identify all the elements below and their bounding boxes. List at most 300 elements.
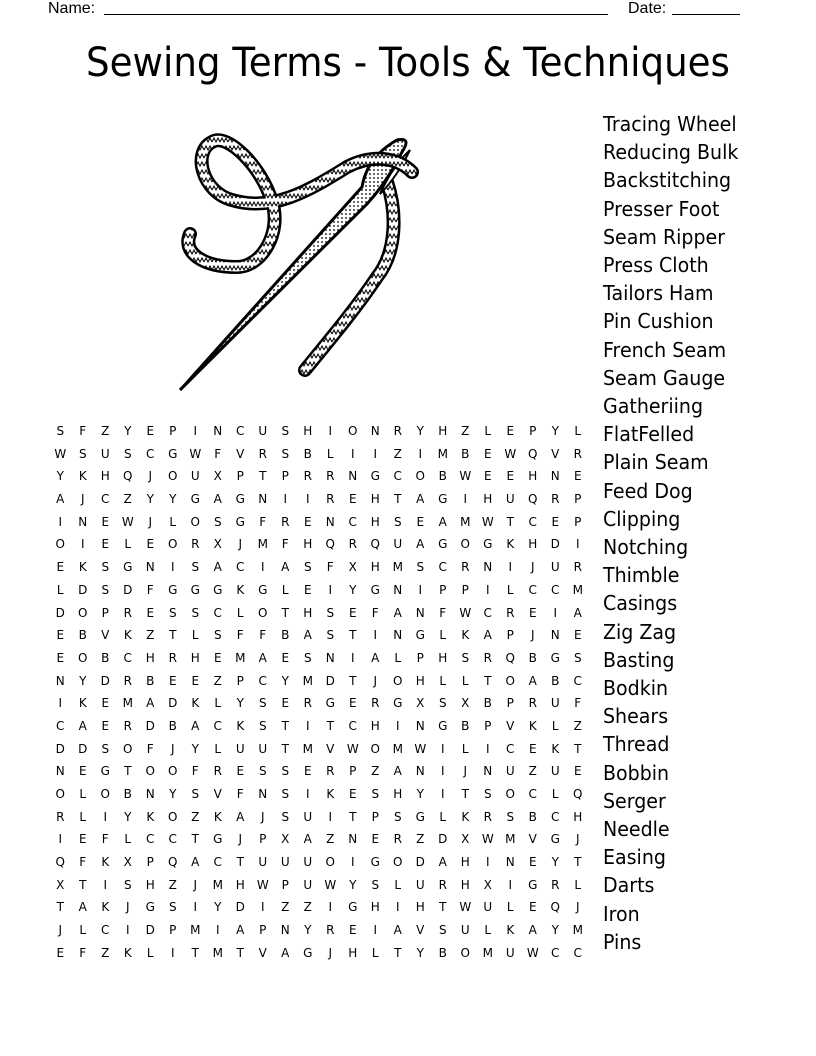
grid-letter[interactable]: I (193, 900, 198, 915)
grid-letter[interactable]: G (438, 537, 448, 552)
grid-letter[interactable]: I (440, 741, 445, 756)
grid-letter[interactable]: C (393, 469, 402, 484)
grid-letter[interactable]: E (78, 832, 87, 847)
grid-letter[interactable]: A (258, 650, 267, 665)
grid-letter[interactable]: C (573, 945, 582, 960)
grid-letter[interactable]: V (416, 923, 425, 938)
grid-letter[interactable]: I (328, 809, 333, 824)
grid-letter[interactable]: J (530, 560, 535, 575)
grid-letter[interactable]: U (258, 424, 268, 438)
grid-letter[interactable]: L (214, 696, 222, 711)
grid-letter[interactable]: K (101, 855, 110, 870)
grid-letter[interactable]: M (437, 446, 448, 461)
grid-letter[interactable]: P (574, 514, 582, 529)
grid-letter[interactable]: D (145, 923, 155, 938)
grid-letter[interactable]: S (281, 764, 290, 779)
grid-letter[interactable]: C (528, 514, 537, 529)
grid-letter[interactable]: O (55, 787, 65, 801)
grid-letter[interactable]: T (169, 628, 177, 643)
grid-letter[interactable]: D (100, 673, 110, 688)
grid-letter[interactable]: A (573, 605, 582, 620)
grid-letter[interactable]: M (302, 741, 313, 756)
grid-letter[interactable]: O (55, 537, 65, 552)
grid-letter[interactable]: Z (281, 900, 290, 915)
grid-letter[interactable]: M (212, 877, 223, 892)
grid-letter[interactable]: S (573, 650, 582, 665)
grid-letter[interactable]: H (370, 900, 380, 915)
grid-letter[interactable]: R (348, 537, 357, 552)
grid-letter[interactable]: S (191, 787, 200, 801)
grid-letter[interactable]: N (258, 492, 268, 507)
grid-letter[interactable]: C (236, 424, 245, 438)
grid-letter[interactable]: E (236, 764, 245, 779)
grid-letter[interactable]: L (56, 582, 64, 597)
grid-letter[interactable]: C (213, 718, 222, 733)
grid-letter[interactable]: A (438, 855, 447, 870)
grid-letter[interactable]: K (551, 741, 560, 756)
grid-letter[interactable]: N (55, 764, 65, 779)
grid-letter[interactable]: R (393, 832, 402, 847)
grid-letter[interactable]: F (146, 582, 154, 597)
grid-letter[interactable]: S (191, 605, 200, 620)
grid-letter[interactable]: L (236, 605, 244, 620)
grid-letter[interactable]: S (303, 650, 312, 665)
grid-letter[interactable]: X (461, 696, 470, 711)
grid-letter[interactable]: S (213, 514, 222, 529)
grid-letter[interactable]: O (168, 537, 178, 552)
grid-letter[interactable]: G (213, 582, 223, 597)
grid-letter[interactable]: S (101, 560, 110, 575)
grid-letter[interactable]: K (101, 900, 110, 915)
grid-letter[interactable]: J (125, 900, 130, 915)
grid-letter[interactable]: E (528, 855, 537, 870)
grid-letter[interactable]: L (484, 923, 492, 938)
grid-letter[interactable]: H (438, 650, 448, 665)
grid-letter[interactable]: Z (371, 764, 380, 779)
grid-letter[interactable]: M (505, 832, 516, 847)
grid-letter[interactable]: O (78, 650, 88, 665)
grid-letter[interactable]: M (392, 741, 403, 756)
grid-letter[interactable]: P (506, 628, 514, 643)
grid-letter[interactable]: M (302, 673, 313, 688)
grid-letter[interactable]: I (170, 945, 175, 960)
grid-letter[interactable]: K (78, 560, 87, 575)
grid-letter[interactable]: S (168, 900, 177, 915)
grid-letter[interactable]: X (123, 855, 132, 870)
grid-letter[interactable]: Y (56, 469, 64, 484)
grid-letter[interactable]: E (348, 787, 357, 801)
grid-letter[interactable]: K (506, 537, 515, 552)
grid-letter[interactable]: Q (505, 650, 515, 665)
grid-letter[interactable]: P (281, 877, 289, 892)
grid-letter[interactable]: E (191, 673, 200, 688)
grid-letter[interactable]: N (393, 628, 403, 643)
grid-letter[interactable]: E (303, 514, 312, 529)
grid-letter[interactable]: F (214, 446, 222, 461)
grid-letter[interactable]: I (58, 514, 63, 529)
grid-letter[interactable]: S (281, 446, 290, 461)
grid-letter[interactable]: Q (573, 787, 583, 801)
grid-letter[interactable]: I (440, 787, 445, 801)
grid-letter[interactable]: B (483, 696, 492, 711)
grid-letter[interactable]: C (506, 741, 515, 756)
grid-letter[interactable]: E (573, 628, 582, 643)
grid-letter[interactable]: I (305, 718, 310, 733)
grid-letter[interactable]: A (191, 855, 200, 870)
grid-letter[interactable]: X (56, 877, 65, 892)
grid-letter[interactable]: X (281, 832, 290, 847)
grid-letter[interactable]: R (506, 605, 515, 620)
grid-letter[interactable]: E (303, 764, 312, 779)
grid-letter[interactable]: G (528, 877, 538, 892)
grid-letter[interactable]: U (483, 900, 493, 915)
grid-letter[interactable]: H (100, 469, 110, 484)
grid-letter[interactable]: R (56, 809, 65, 824)
grid-letter[interactable]: P (146, 855, 154, 870)
grid-letter[interactable]: X (483, 877, 492, 892)
grid-letter[interactable]: T (461, 787, 469, 801)
grid-letter[interactable]: O (505, 787, 515, 801)
grid-letter[interactable]: A (213, 492, 222, 507)
grid-letter[interactable]: H (415, 900, 425, 915)
grid-letter[interactable]: E (528, 900, 537, 915)
grid-letter[interactable]: Z (416, 832, 425, 847)
grid-letter[interactable]: L (214, 741, 222, 756)
grid-letter[interactable]: H (460, 877, 470, 892)
grid-letter[interactable]: X (213, 537, 222, 552)
grid-letter[interactable]: R (461, 560, 470, 575)
grid-letter[interactable]: A (236, 809, 245, 824)
grid-letter[interactable]: E (281, 650, 290, 665)
grid-letter[interactable]: C (236, 560, 245, 575)
grid-letter[interactable]: Y (551, 855, 559, 870)
grid-letter[interactable]: I (305, 787, 310, 801)
grid-letter[interactable]: E (348, 696, 357, 711)
grid-letter[interactable]: L (461, 673, 469, 688)
grid-letter[interactable]: B (438, 469, 447, 484)
grid-letter[interactable]: H (528, 537, 538, 552)
grid-letter[interactable]: I (328, 900, 333, 915)
grid-letter[interactable]: L (574, 877, 582, 892)
grid-letter[interactable]: A (236, 923, 245, 938)
grid-letter[interactable]: O (393, 673, 403, 688)
grid-letter[interactable]: R (258, 446, 267, 461)
grid-letter[interactable]: A (146, 696, 155, 711)
grid-letter[interactable]: T (79, 877, 87, 892)
name-field[interactable] (104, 14, 608, 15)
grid-letter[interactable]: H (528, 469, 538, 484)
grid-letter[interactable]: X (213, 469, 222, 484)
grid-letter[interactable]: A (393, 764, 402, 779)
grid-letter[interactable]: Y (214, 900, 222, 915)
grid-letter[interactable]: L (506, 582, 514, 597)
grid-letter[interactable]: L (326, 446, 334, 461)
grid-letter[interactable]: F (236, 787, 244, 801)
grid-letter[interactable]: F (146, 741, 154, 756)
grid-letter[interactable]: L (484, 424, 492, 438)
grid-letter[interactable]: T (236, 855, 244, 870)
grid-letter[interactable]: S (258, 718, 267, 733)
grid-letter[interactable]: L (551, 787, 559, 801)
grid-letter[interactable]: I (373, 628, 378, 643)
grid-letter[interactable]: G (483, 537, 493, 552)
grid-letter[interactable]: T (281, 605, 289, 620)
grid-letter[interactable]: T (349, 673, 357, 688)
grid-letter[interactable]: W (324, 877, 337, 892)
grid-letter[interactable]: V (326, 741, 335, 756)
grid-letter[interactable]: T (281, 741, 289, 756)
grid-letter[interactable]: B (528, 650, 537, 665)
grid-letter[interactable]: R (483, 809, 492, 824)
grid-letter[interactable]: G (100, 764, 110, 779)
grid-letter[interactable]: L (394, 877, 402, 892)
grid-letter[interactable]: V (101, 628, 110, 643)
grid-letter[interactable]: G (145, 900, 155, 915)
grid-letter[interactable]: F (439, 605, 447, 620)
grid-letter[interactable]: J (238, 832, 243, 847)
grid-letter[interactable]: K (461, 809, 470, 824)
grid-letter[interactable]: C (551, 582, 560, 597)
grid-letter[interactable]: R (123, 718, 132, 733)
grid-letter[interactable]: P (101, 605, 109, 620)
grid-letter[interactable]: O (168, 469, 178, 484)
grid-letter[interactable]: R (528, 696, 537, 711)
grid-letter[interactable]: S (56, 424, 65, 438)
grid-letter[interactable]: S (393, 514, 402, 529)
grid-letter[interactable]: E (528, 605, 537, 620)
grid-letter[interactable]: S (123, 446, 132, 461)
grid-letter[interactable]: L (371, 945, 379, 960)
grid-letter[interactable]: U (393, 537, 403, 552)
grid-letter[interactable]: O (78, 605, 88, 620)
grid-letter[interactable]: U (460, 923, 470, 938)
grid-letter[interactable]: I (508, 877, 513, 892)
grid-letter[interactable]: L (124, 832, 132, 847)
grid-letter[interactable]: L (574, 424, 582, 438)
grid-letter[interactable]: T (394, 492, 402, 507)
grid-letter[interactable]: W (121, 514, 134, 529)
grid-letter[interactable]: A (371, 650, 380, 665)
grid-letter[interactable]: P (416, 650, 424, 665)
grid-letter[interactable]: W (481, 514, 494, 529)
grid-letter[interactable]: A (191, 718, 200, 733)
grid-letter[interactable]: T (574, 741, 582, 756)
grid-letter[interactable]: I (80, 537, 85, 552)
grid-letter[interactable]: H (235, 877, 245, 892)
grid-letter[interactable]: A (416, 537, 425, 552)
grid-letter[interactable]: B (551, 673, 560, 688)
grid-letter[interactable]: R (393, 424, 402, 438)
grid-letter[interactable]: J (148, 469, 153, 484)
grid-letter[interactable]: Z (101, 424, 110, 438)
grid-letter[interactable]: G (370, 582, 380, 597)
grid-letter[interactable]: E (303, 582, 312, 597)
grid-letter[interactable]: K (461, 628, 470, 643)
grid-letter[interactable]: C (56, 718, 65, 733)
grid-letter[interactable]: O (393, 855, 403, 870)
grid-letter[interactable]: W (459, 900, 472, 915)
grid-letter[interactable]: G (550, 650, 560, 665)
grid-letter[interactable]: S (483, 787, 492, 801)
grid-letter[interactable]: R (191, 537, 200, 552)
grid-letter[interactable]: V (213, 787, 222, 801)
grid-letter[interactable]: L (169, 514, 177, 529)
grid-letter[interactable]: K (213, 809, 222, 824)
grid-letter[interactable]: N (145, 560, 155, 575)
grid-letter[interactable]: D (235, 900, 245, 915)
grid-letter[interactable]: O (190, 514, 200, 529)
grid-letter[interactable]: I (440, 764, 445, 779)
grid-letter[interactable]: X (348, 560, 357, 575)
grid-letter[interactable]: V (258, 945, 267, 960)
grid-letter[interactable]: S (326, 628, 335, 643)
grid-letter[interactable]: J (80, 492, 85, 507)
grid-letter[interactable]: Y (304, 923, 312, 938)
grid-letter[interactable]: I (103, 877, 108, 892)
grid-letter[interactable]: N (483, 764, 493, 779)
grid-letter[interactable]: O (325, 855, 335, 870)
grid-letter[interactable]: L (439, 673, 447, 688)
grid-letter[interactable]: N (415, 605, 425, 620)
grid-letter[interactable]: Z (123, 492, 132, 507)
grid-letter[interactable]: D (78, 582, 88, 597)
grid-letter[interactable]: T (191, 832, 199, 847)
grid-letter[interactable]: C (168, 832, 177, 847)
grid-letter[interactable]: U (415, 877, 425, 892)
grid-letter[interactable]: S (461, 650, 470, 665)
grid-letter[interactable]: P (349, 764, 357, 779)
grid-letter[interactable]: W (526, 945, 539, 960)
grid-letter[interactable]: N (348, 832, 358, 847)
grid-letter[interactable]: E (348, 923, 357, 938)
grid-letter[interactable]: T (236, 945, 244, 960)
grid-letter[interactable]: C (146, 446, 155, 461)
grid-letter[interactable]: S (213, 628, 222, 643)
grid-letter[interactable]: O (505, 673, 515, 688)
grid-letter[interactable]: U (235, 741, 245, 756)
grid-letter[interactable]: E (101, 696, 110, 711)
grid-letter[interactable]: S (78, 446, 87, 461)
grid-letter[interactable]: O (168, 764, 178, 779)
grid-letter[interactable]: S (258, 764, 267, 779)
grid-letter[interactable]: L (124, 537, 132, 552)
grid-letter[interactable]: U (190, 469, 200, 484)
grid-letter[interactable]: N (145, 787, 155, 801)
grid-letter[interactable]: G (213, 832, 223, 847)
grid-letter[interactable]: C (146, 832, 155, 847)
grid-letter[interactable]: O (123, 741, 133, 756)
grid-letter[interactable]: V (506, 718, 515, 733)
grid-letter[interactable]: G (235, 492, 245, 507)
grid-letter[interactable]: U (258, 741, 268, 756)
grid-letter[interactable]: P (169, 923, 177, 938)
grid-letter[interactable]: Z (326, 832, 335, 847)
grid-letter[interactable]: K (236, 582, 245, 597)
grid-letter[interactable]: S (326, 605, 335, 620)
grid-letter[interactable]: Y (191, 741, 199, 756)
grid-letter[interactable]: W (481, 832, 494, 847)
grid-letter[interactable]: J (463, 764, 468, 779)
grid-letter[interactable]: E (483, 446, 492, 461)
grid-letter[interactable]: Z (461, 424, 470, 438)
grid-letter[interactable]: S (281, 424, 290, 438)
grid-letter[interactable]: D (415, 855, 425, 870)
grid-letter[interactable]: E (573, 469, 582, 484)
grid-letter[interactable]: F (191, 764, 199, 779)
grid-letter[interactable]: F (259, 514, 267, 529)
grid-letter[interactable]: M (392, 560, 403, 575)
grid-letter[interactable]: H (303, 424, 313, 438)
grid-letter[interactable]: R (326, 764, 335, 779)
grid-letter[interactable]: R (551, 877, 560, 892)
grid-letter[interactable]: L (79, 923, 87, 938)
grid-letter[interactable]: G (325, 696, 335, 711)
grid-letter[interactable]: N (370, 424, 380, 438)
grid-letter[interactable]: E (146, 605, 155, 620)
grid-letter[interactable]: Q (550, 900, 560, 915)
grid-letter[interactable]: A (56, 492, 65, 507)
grid-letter[interactable]: M (257, 537, 268, 552)
grid-letter[interactable]: I (58, 832, 63, 847)
grid-letter[interactable]: K (78, 696, 87, 711)
grid-letter[interactable]: N (325, 650, 335, 665)
grid-letter[interactable]: I (418, 582, 423, 597)
grid-letter[interactable]: H (573, 809, 583, 824)
grid-letter[interactable]: G (348, 900, 358, 915)
grid-letter[interactable]: L (79, 809, 87, 824)
grid-letter[interactable]: R (573, 560, 582, 575)
grid-letter[interactable]: A (438, 514, 447, 529)
grid-letter[interactable]: C (213, 855, 222, 870)
grid-letter[interactable]: X (416, 696, 425, 711)
grid-letter[interactable]: K (528, 718, 537, 733)
grid-letter[interactable]: U (550, 560, 560, 575)
grid-letter[interactable]: C (551, 809, 560, 824)
grid-letter[interactable]: E (506, 424, 515, 438)
grid-letter[interactable]: A (416, 492, 425, 507)
grid-letter[interactable]: H (303, 605, 313, 620)
grid-letter[interactable]: T (506, 514, 514, 529)
grid-letter[interactable]: I (575, 537, 580, 552)
grid-letter[interactable]: S (371, 787, 380, 801)
grid-letter[interactable]: N (348, 469, 358, 484)
grid-letter[interactable]: E (348, 492, 357, 507)
grid-letter[interactable]: Y (124, 809, 132, 824)
grid-letter[interactable]: Z (213, 673, 222, 688)
grid-letter[interactable]: I (485, 741, 490, 756)
grid-letter[interactable]: M (212, 945, 223, 960)
grid-letter[interactable]: Y (236, 696, 244, 711)
grid-letter[interactable]: R (438, 877, 447, 892)
grid-letter[interactable]: E (56, 560, 65, 575)
grid-letter[interactable]: P (484, 718, 492, 733)
grid-letter[interactable]: J (170, 741, 175, 756)
grid-letter[interactable]: R (303, 696, 312, 711)
grid-letter[interactable]: R (213, 764, 222, 779)
grid-letter[interactable]: Y (146, 492, 154, 507)
grid-letter[interactable]: L (551, 718, 559, 733)
grid-letter[interactable]: K (123, 945, 132, 960)
grid-letter[interactable]: G (550, 832, 560, 847)
grid-letter[interactable]: E (146, 537, 155, 552)
grid-letter[interactable]: C (528, 582, 537, 597)
grid-letter[interactable]: N (505, 855, 515, 870)
grid-letter[interactable]: P (506, 696, 514, 711)
grid-letter[interactable]: I (485, 582, 490, 597)
grid-letter[interactable]: E (551, 514, 560, 529)
grid-letter[interactable]: Q (325, 537, 335, 552)
grid-letter[interactable]: J (148, 514, 153, 529)
